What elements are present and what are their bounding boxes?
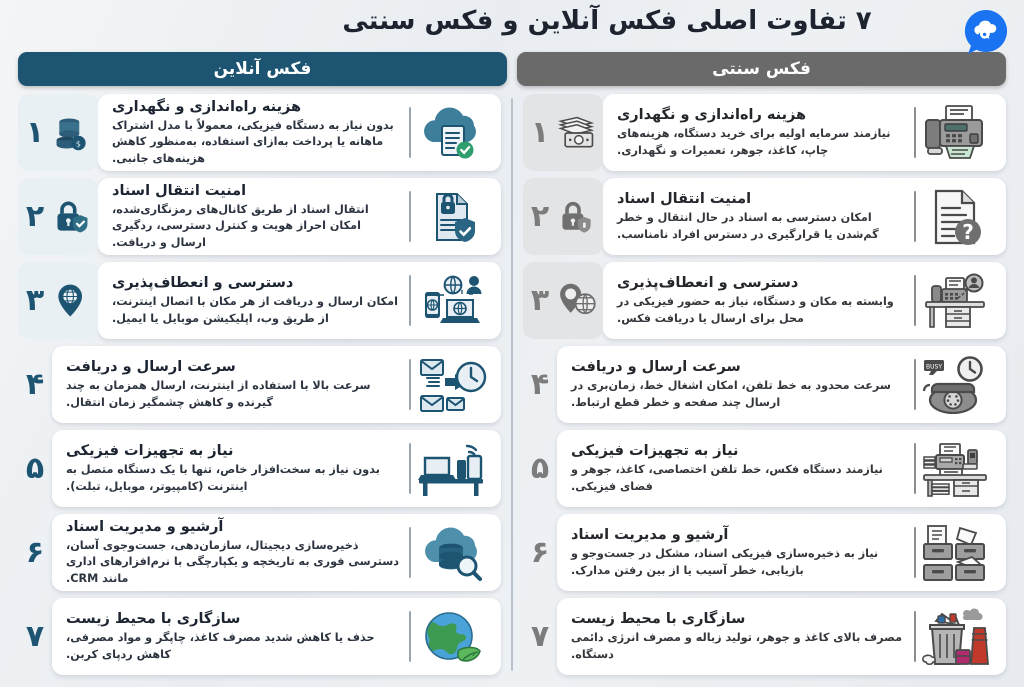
page-title: ۷ تفاوت اصلی فکس آنلاین و فکس سنتی [342, 6, 872, 36]
comparison-row [523, 598, 1006, 675]
comparison-row [18, 514, 501, 591]
card-description: وابسته به مکان و دستگاه، نیاز به حضور فیزیکی در محل برای ارسال یا دریافت فکس. [617, 295, 894, 325]
trash-pollution-icon [918, 602, 996, 671]
card-title: سازگاری با محیط زیست [571, 611, 746, 628]
card-description: نیاز به ذخیره‌سازی فیزیکی اسناد، مشکل در جست‌وجو و بازیابی، خطر آسیب یا از بین رفتن مدارک. [571, 547, 879, 577]
card-title: سرعت ارسال و دریافت [571, 359, 741, 376]
card-description: بدون نیاز به دستگاه فیزیکی، معمولاً با مدل اشتراک ماهانه یا پرداخت به‌ازای استفاده، به‌منظور کاهش هزینه‌های جانبی. [112, 119, 394, 165]
comparison-row [18, 430, 501, 507]
card-description: سرعت محدود به خط تلفن، امکان اشغال خط، زمان‌بری در ارسال چند صفحه و خطر قطع ارتباط. [571, 379, 891, 409]
document-lock-shield-icon [413, 182, 491, 251]
card-separator [409, 191, 411, 242]
card-text [60, 610, 407, 663]
row-number-badge [18, 262, 98, 339]
svg-text:BUSY: BUSY [926, 363, 942, 370]
card-description: سرعت بالا با استفاده از اینترنت، ارسال همزمان به چند گیرنده و کاهش چشمگیر زمان انتقال. [66, 379, 371, 409]
column-headings [0, 52, 1024, 86]
card-text [611, 190, 912, 243]
row-number: ۵ [25, 450, 45, 486]
row-number-badge [18, 598, 52, 675]
card-description: بدون نیاز به سخت‌افزار خاص، تنها با یک دستگاه متصل به اینترنت (کامپیوتر، موبایل، تبلت). [66, 463, 380, 493]
desk-fax-user-icon [918, 266, 996, 335]
card-text [611, 274, 912, 327]
card-text [565, 442, 912, 495]
row-number: ۱ [530, 114, 550, 150]
row-number-badge [523, 598, 557, 675]
card-separator [914, 275, 916, 326]
card-separator [409, 107, 411, 158]
card-title: دسترسی و انعطاف‌پذیری [617, 275, 799, 292]
card-separator [914, 191, 916, 242]
lock-shield-gray-icon [555, 197, 599, 237]
row-number: ۴ [530, 366, 550, 402]
column-online [18, 94, 501, 675]
comparison-row [18, 94, 501, 171]
card-text [106, 98, 407, 167]
card-separator [914, 359, 916, 410]
svg-text:?: ? [962, 219, 974, 244]
column-traditional [523, 94, 1006, 675]
comparison-card [557, 430, 1006, 507]
comparison-card [52, 514, 501, 591]
comparison-body [0, 86, 1024, 681]
row-number: ۲ [530, 198, 550, 234]
card-description: حذف یا کاهش شدید مصرف کاغذ، چاپگر و مواد مصرفی، کاهش ردپای کربن. [66, 631, 375, 661]
rotary-phone-clock-icon [918, 350, 996, 419]
row-number-badge [523, 514, 557, 591]
lock-shield-icon [50, 197, 94, 237]
row-number-badge [523, 178, 603, 255]
comparison-row [523, 430, 1006, 507]
row-number-badge [18, 514, 52, 591]
card-title: هزینه راه‌اندازی و نگهداری [617, 107, 807, 124]
card-separator [409, 359, 411, 410]
card-text [565, 610, 912, 663]
card-separator [914, 443, 916, 494]
comparison-row [523, 262, 1006, 339]
coins-stack-icon [50, 113, 94, 153]
card-separator [409, 275, 411, 326]
row-number-badge [18, 94, 98, 171]
comparison-card [98, 262, 501, 339]
card-title: نیاز به تجهیزات فیزیکی [66, 443, 234, 460]
card-text [106, 182, 407, 251]
card-text [60, 358, 407, 411]
row-number-badge [18, 430, 52, 507]
row-number: ۲ [25, 198, 45, 234]
comparison-card [98, 178, 501, 255]
comparison-row [523, 178, 1006, 255]
desk-devices-wifi-icon [413, 434, 491, 503]
pin-globe-gray-icon [555, 281, 599, 321]
cash-money-icon [555, 113, 599, 153]
card-separator [914, 527, 916, 578]
comparison-card [557, 514, 1006, 591]
row-number: ۶ [25, 534, 45, 570]
column-heading-traditional: فکس سنتی [517, 52, 1006, 86]
row-number: ۷ [530, 618, 550, 654]
comparison-row [18, 178, 501, 255]
card-description: امکان ارسال و دریافت از هر مکان با اتصال اینترنت، از طریق وب، اپلیکیشن موبایل یا ایمیل. [112, 295, 398, 325]
comparison-row [18, 262, 501, 339]
earth-leaf-icon [413, 602, 491, 671]
card-description: نیازمند سرمایه اولیه برای خرید دستگاه، هزینه‌های چاپ، کاغذ، جوهر، تعمیرات و نگهداری. [617, 127, 891, 157]
location-pin-globe-icon [50, 281, 94, 321]
card-title: امنیت انتقال اسناد [617, 191, 752, 208]
center-divider [511, 98, 513, 671]
comparison-card [52, 430, 501, 507]
cloud-document-check-icon [413, 98, 491, 167]
column-heading-online: فکس آنلاین [18, 52, 507, 86]
card-title: امنیت انتقال اسناد [112, 183, 247, 200]
card-description: مصرف بالای کاغذ و جوهر، تولید زباله و مصرف انرژی دائمی دستگاه. [571, 631, 903, 661]
card-text [565, 358, 912, 411]
row-number: ۴ [25, 366, 45, 402]
comparison-row [523, 94, 1006, 171]
card-separator [409, 443, 411, 494]
row-number-badge [523, 430, 557, 507]
card-description: انتقال اسناد از طریق کانال‌های رمزنگاری‌شده، امکان احراز هویت و کنترل دسترسی، ردگیری ارسال و دریافت. [112, 203, 369, 249]
row-number: ۷ [25, 618, 45, 654]
row-number-badge [523, 94, 603, 171]
row-number-badge [18, 346, 52, 423]
card-text [60, 442, 407, 495]
card-separator [409, 527, 411, 578]
comparison-card [52, 346, 501, 423]
envelopes-clock-icon [413, 350, 491, 419]
comparison-row [18, 598, 501, 675]
header [0, 0, 1024, 52]
row-number: ۶ [530, 534, 550, 570]
document-question-icon [918, 182, 996, 251]
card-text [106, 274, 407, 327]
card-text [565, 526, 912, 579]
comparison-card [603, 94, 1006, 171]
card-description: امکان دسترسی به اسناد در حال انتقال و خطر گم‌شدن یا قرارگیری در دسترس افراد نامناسب. [617, 211, 879, 241]
card-description: نیازمند دستگاه فکس، خط تلفن اختصاصی، کاغذ، جوهر و فضای فیزیکی. [571, 463, 883, 493]
row-number: ۱ [25, 114, 45, 150]
comparison-card [557, 598, 1006, 675]
card-title: هزینه راه‌اندازی و نگهداری [112, 99, 302, 116]
card-title: آرشیو و مدیریت اسناد [571, 527, 729, 544]
comparison-card [603, 178, 1006, 255]
card-text [60, 518, 407, 587]
row-number: ۳ [25, 282, 45, 318]
office-printer-desk-icon [918, 434, 996, 503]
row-number-badge [523, 262, 603, 339]
comparison-card [603, 262, 1006, 339]
svg-text:$: $ [75, 138, 81, 149]
row-number-badge [523, 346, 557, 423]
comparison-card [98, 94, 501, 171]
comparison-row [18, 346, 501, 423]
card-text [611, 106, 912, 159]
card-separator [914, 107, 916, 158]
row-number-badge [18, 178, 98, 255]
card-title: سرعت ارسال و دریافت [66, 359, 236, 376]
devices-globe-user-icon [413, 266, 491, 335]
card-title: دسترسی و انعطاف‌پذیری [112, 275, 294, 292]
comparison-row [523, 514, 1006, 591]
card-separator [914, 611, 916, 662]
row-number: ۳ [530, 282, 550, 318]
comparison-card [557, 346, 1006, 423]
cloud-database-search-icon [413, 518, 491, 587]
card-title: آرشیو و مدیریت اسناد [66, 519, 224, 536]
row-number: ۵ [530, 450, 550, 486]
fax-machine-icon [918, 98, 996, 167]
comparison-card [52, 598, 501, 675]
card-title: سازگاری با محیط زیست [66, 611, 241, 628]
card-description: ذخیره‌سازی دیجیتال، سازمان‌دهی، جست‌وجوی آسان، دسترسی فوری به تاریخچه و یکپارچگی با نرم‌افزارهای اداری مانند CRM. [66, 539, 399, 585]
comparison-row [523, 346, 1006, 423]
card-title: نیاز به تجهیزات فیزیکی [571, 443, 739, 460]
card-separator [409, 611, 411, 662]
paper-file-boxes-icon [918, 518, 996, 587]
